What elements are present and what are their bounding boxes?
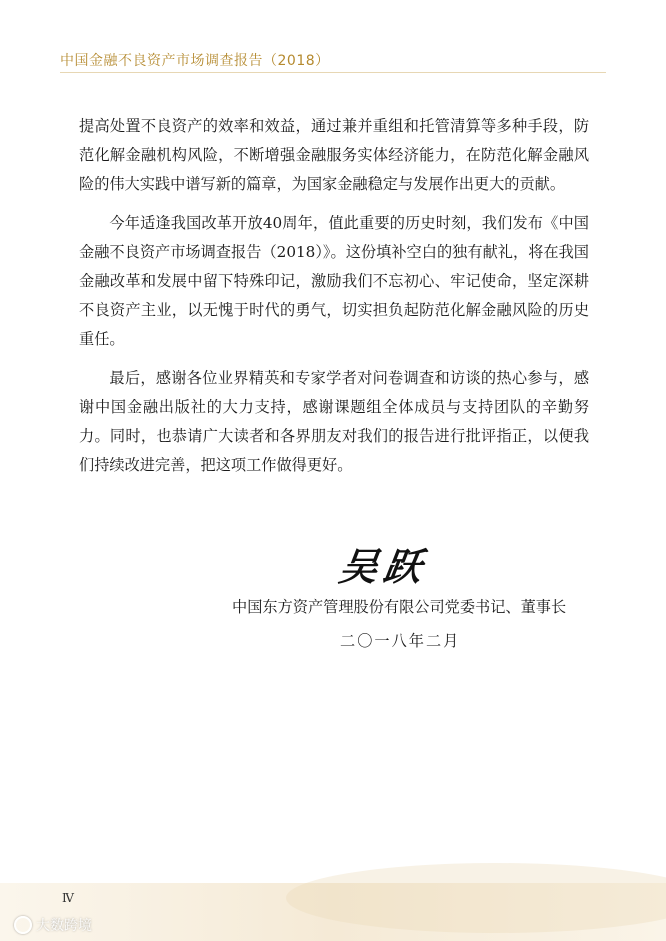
paragraph-3: 最后，感谢各位业界精英和专家学者对问卷调查和访谈的热心参与，感谢中国金融出版社的大力支持，感谢课题组全体成员与支持团队的辛勤努力。同时，也恭请广大读者和各界朋友对我们的报告进行批评指正，以便我们持续改进完善，把这项工作做得更好。 xyxy=(79,369,589,474)
signatory-title: 中国东方资产管理股份有限公司党委书记、董事长 xyxy=(232,598,567,616)
footer-band xyxy=(0,883,666,941)
paragraph-1: 提高处置不良资产的效率和效益，通过兼并重组和托管清算等多种手段，防范化解金融机构风险，不断增强金融服务实体经济能力，在防范化解金融风险的伟大实践中谱写新的篇章，为国家金融稳定与发展作出更大的贡献。 xyxy=(79,117,589,193)
signature-date: 二〇一八年二月 xyxy=(340,632,461,650)
handwritten-signature: 吴跃 xyxy=(336,544,431,589)
watermark-logo-icon xyxy=(14,916,32,934)
watermark xyxy=(14,915,92,935)
watermark-text: 大数跨境 xyxy=(36,918,92,934)
header-divider xyxy=(60,72,606,73)
running-header: 中国金融不良资产市场调查报告（2018） xyxy=(60,53,330,69)
paragraph-2: 今年适逢我国改革开放40周年，值此重要的历史时刻，我们发布《中国金融不良资产市场调查报告（2018）》。这份填补空白的独有献礼，将在我国金融改革和发展中留下特殊印记，激励我们不忘初心、牢记使命，坚定深耕不良资产主业，以无愧于时代的勇气，切实担负起防范化解金融风险的历史重任。 xyxy=(79,214,589,348)
body-text xyxy=(79,112,589,491)
footer-decoration xyxy=(286,863,666,933)
page-number: Ⅳ xyxy=(62,891,74,905)
